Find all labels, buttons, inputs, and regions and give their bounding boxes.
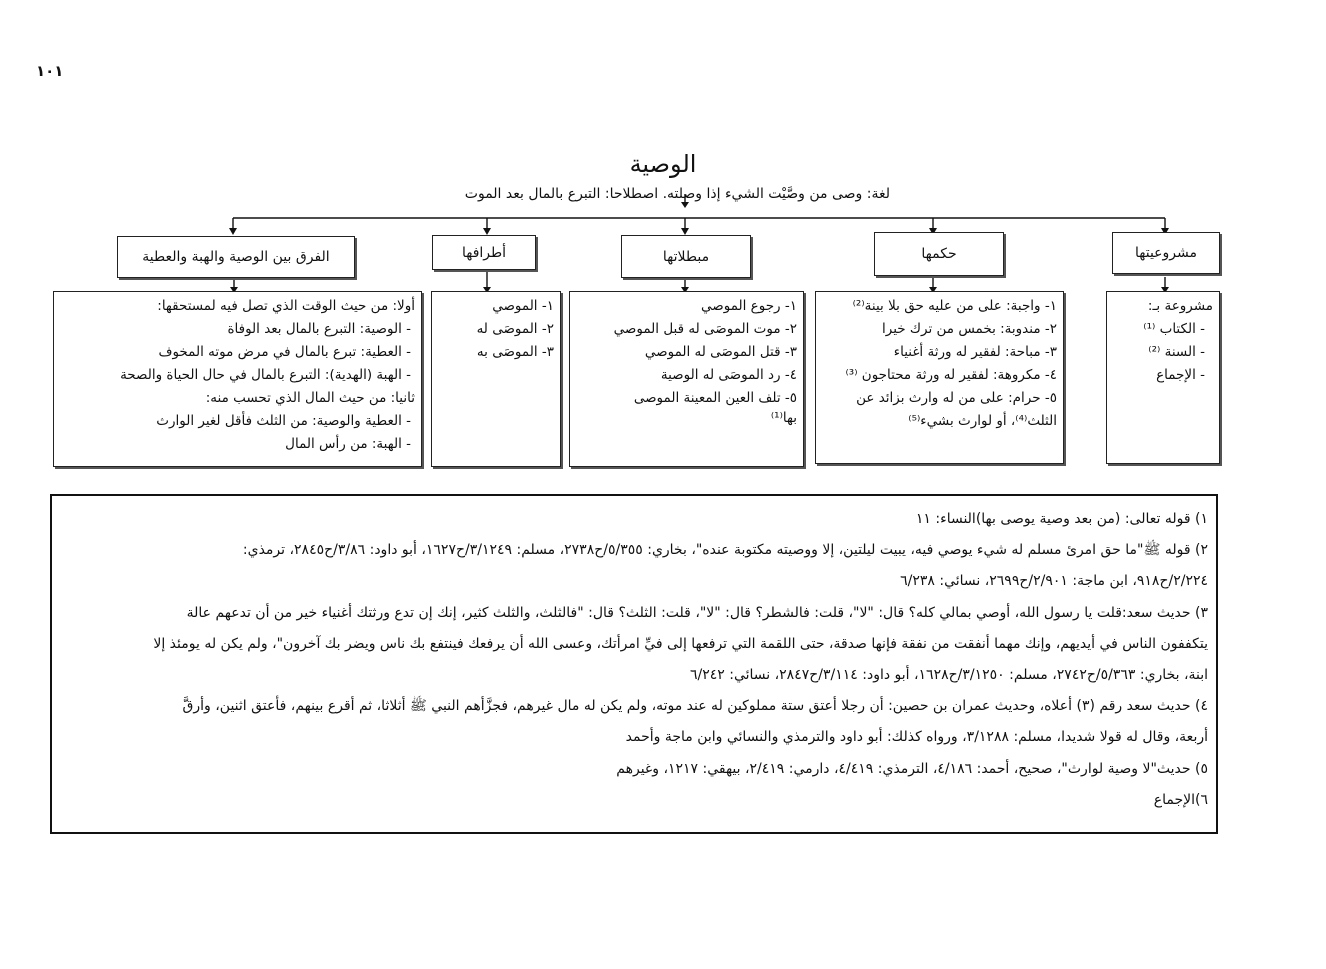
list-item: ٣- الموصَى به [476,344,554,360]
footnote-line: ٤) حديث سعد رقم (٣) أعلاه، وحديث عمران بن حصين: أن رجلا أعتق ستة مملوكين له عند موته، ولم يكن له مال غيرهم، فجزَّأهم النبي ﷺ أثلاثا، ثم أقرع بينهم، فأعتق اثنين، وأرقَّ [182,698,1208,715]
list-item: - السنة ⁽²⁾ [1148,344,1205,360]
footnote-line: ١) قوله تعالى: (من بعد وصية يوصى بها)النساء: ١١ [915,511,1208,527]
header-hukmuha: حكمها [874,232,1004,276]
footnote-line: ٣) حديث سعد:قلت يا رسول الله، أوصي بمالي كله؟ قال: "لا"، قلت: فالشطر؟ قال: "لا"، قلت: الثلث؟ قال: "فالثلث، والثلث كثير، إنك إن تدع ورثتك أغنياء خير من أن تدعهم عالة [186,604,1208,621]
header-atrafuha: أطرافها [432,235,536,270]
list-item: - الإجماع [1156,367,1205,383]
list-item: الثلث⁽⁴⁾، أو لوارث بشيء⁽⁵⁾ [908,413,1057,429]
box-mashruiyyah [1106,291,1220,464]
list-item: ٥- تلف العين المعينة الموصى [633,390,797,406]
footnote-line: ٦)الإجماع [1153,791,1208,808]
box-hukmuha [815,291,1064,464]
footnote-line: يتكففون الناس في أيديهم، وإنك مهما أنفقت من نفقة فإنها صدقة، حتى اللقمة التي ترفعها إلى فيِّ امرأتك، وعسى الله أن يرفعك فينتفع بك ناس ويضر بك آخرون"، ولم يكن له يومئذ إلا [153,635,1208,652]
list-item: أولا: من حيث الوقت الذي تصل فيه لمستحقها: [157,298,415,314]
header-mubtilatuha: مبطلاتها [621,235,751,278]
footnote-line: ٢) قوله ﷺ"ما حق امرئ مسلم له شيء يوصي فيه، يبيت ليلتين، إلا ووصيته مكتوبة عنده"، بخاري: ٥/٣٥٥/ح٢٧٣٨، مسلم: ٣/١٢٤٩/ح١٦٢٧، أبو داود: ٣/٨٦/ح٢٨٤٥، ترمذي: [242,542,1208,559]
list-item: بها⁽¹⁾ [770,410,797,426]
page-title: الوصية [629,150,697,178]
box-atrafuha [431,291,561,467]
list-item: ٤- رد الموصَى له الوصية [660,367,797,383]
list-item: ٥- حرام: على من له وارث بزائد عن [856,390,1057,406]
list-item: ٢- موت الموصَى له قبل الموصي [613,321,797,337]
footnote-line: ٥) حديث"لا وصية لوارث"، صحيح، أحمد: ٤/١٨٦، الترمذي: ٤/٤١٩، دارمي: ٢/٤١٩، بيهقي: ١٢١٧، وغيرهم [616,760,1208,777]
list-item: ٤- مكروهة: لفقير له ورثة محتاجون ⁽³⁾ [845,367,1057,383]
box-farq [53,291,422,467]
list-item: - الوصية: التبرع بالمال بعد الوفاة [227,321,411,337]
list-item: - الكتاب ⁽¹⁾ [1143,321,1205,337]
list-item: ١- الموصي [492,298,554,314]
list-item: ٢- مندوبة: بخمس من ترك خيرا [882,321,1057,337]
list-item: مشروعة بـ: [1147,298,1213,314]
list-item: ١- واجبة: على من عليه حق بلا بينة⁽²⁾ [852,298,1057,314]
header-mashruiyyah: مشروعيتها [1112,232,1220,274]
list-item: - العطية: تبرع بالمال في مرض موته المخوف [158,344,411,360]
definition-line: لغة: وصى من وصَّيْت الشيء إذا وصلته. اصطلاحا: التبرع بالمال بعد الموت [464,186,890,202]
list-item: - الهبة (الهدية): التبرع بالمال في حال الحياة والصحة [120,367,411,383]
list-item: ٢- الموصَى له [476,321,554,337]
list-item: ٣- مباحة: لفقير له ورثة أغنياء [893,344,1057,360]
list-item: ٣- قتل الموصَى له الموصي [644,344,797,360]
footnote-line: ٢/٢٢٤/ح٩١٨، ابن ماجة: ٢/٩٠١/ح٢٦٩٩، نسائي: ٦/٢٣٨ [900,573,1208,590]
footnote-line: ابنة، بخاري: ٥/٣٦٣/ح٢٧٤٢، مسلم: ٣/١٢٥٠/ح١٦٢٨، أبو داود: ٣/١١٤/ح٢٨٤٧، نسائي: ٦/٢٤٢ [690,667,1208,684]
footnote-line: أربعة، وقال له قولا شديدا، مسلم: ٣/١٢٨٨، ورواه كذلك: أبو داود والترمذي والنسائي وابن ماجة وأحمد [625,729,1208,746]
list-item: - العطية والوصية: من الثلث فأقل لغير الوارث [156,413,411,429]
header-farq: الفرق بين الوصية والهبة والعطية [117,236,355,278]
footnotes-box [50,494,1218,834]
list-item: ١- رجوع الموصي [701,298,797,314]
list-item: - الهبة: من رأس المال [285,436,411,452]
list-item: ثانيا: من حيث المال الذي تحسب منه: [205,390,415,406]
box-mubtilatuha [569,291,804,467]
page-number: ١٠١ [36,62,64,80]
